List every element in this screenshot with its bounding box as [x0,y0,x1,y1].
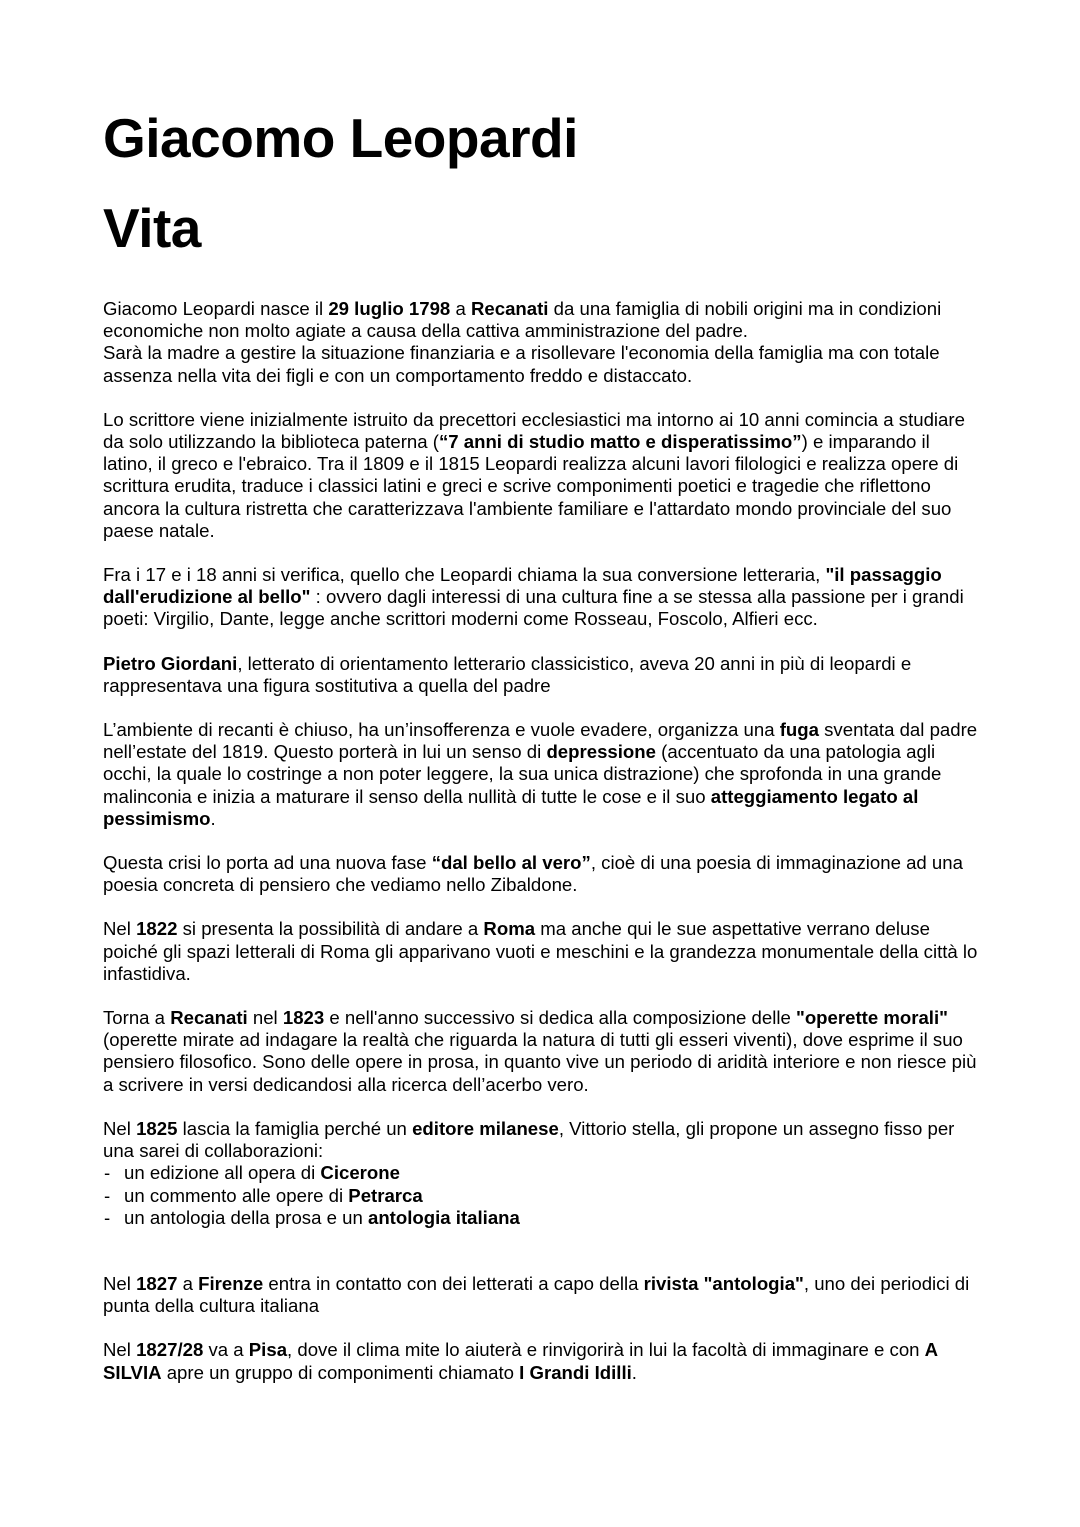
paragraph-conversion: Fra i 17 e i 18 anni si verifica, quello che Leopardi chiama la sua conversione letteraria, "il passaggio dall'erudizione al bello" : ovvero dagli interessi di una cultura fine a se stessa alla passione per i grandi poeti: Virgilio, Dante, legge anche scrittori moderni come Rosseau, Foscolo, Alfieri ecc. [103,564,964,630]
list-item: - un commento alle opere di Petrarca [104,1184,423,1206]
paragraph-giordani: Pietro Giordani, letterato di orientamento letterario classicistico, aveva 20 anni in più di leopardi e rappresentava una figura sostitutiva a quella del padre [103,652,912,696]
paragraph-education: Lo scrittore viene inizialmente istruito da precettori ecclesiastici ma intorno ai 10 anni comincia a studiare da solo utilizzando la biblioteca paterna (“7 anni di studio matto e disperatissimo”) e imparando il latino, il greco e l'ebraico. Tra il 1809 e il 1815 Leopardi realizza alcuni lavori filologici e realizza opere di scrittura erudita, traduce i classici latini e greci e scrive componimenti poetici e tragedie che riflettono ancora la cultura ristretta che caratterizzava l'ambiente familiare e l'attardato mondo provinciale del suo paese natale. [103,408,965,541]
collaborations-list [103,1162,983,1229]
document-body [103,298,983,1384]
bullet-dash: - [104,1206,111,1228]
paragraph-pisa: Nel 1827/28 va a Pisa, dove il clima mite lo aiuterà e rinvigorirà in lui la facoltà di immaginare e con A SILVIA apre un gruppo di componimenti chiamato I Grandi Idilli. [103,1339,938,1383]
paragraph-florence: Nel 1827 a Firenze entra in contatto con dei letterati a capo della rivista "antologia", uno dei periodici di punta della cultura italiana [103,1272,970,1317]
page-title: Giacomo Leopardi [103,107,578,169]
bullet-dash: - [104,1184,111,1206]
paragraph-rome: Nel 1822 si presenta la possibilità di andare a Roma ma anche qui le sue aspettative verrano deluse poiché gli spazi letterali di Roma gli apparivano vuoti e meschini e la grandezza monumentale della città lo infastidiva. [103,918,978,984]
list-item: - un edizione all opera di Cicerone [104,1162,400,1184]
list-item: - un antologia della prosa e un antologia italiana [104,1206,520,1228]
paragraph-birth: Giacomo Leopardi nasce il 29 luglio 1798 a Recanati da una famiglia di nobili origini ma in condizioni economiche non molto agiate a causa della cattiva amministrazione del padre. Sarà la madre a gestire la situazione finanziaria e a risollevare l'economia della famiglia ma con totale assenza nella vita dei figli e con un comportamento freddo e distaccato. [103,298,942,386]
document-content [103,104,983,1406]
paragraph-escape: L’ambiente di recanti è chiuso, ha un’insofferenza e vuole evadere, organizza una fuga sventata dal padre nell’estate del 1819. Questo porterà in lui un senso di depressione (accentuato da una patologia agli occhi, la quale lo costringe a non poter leggere, la sua unica distrazione) che sprofonda in una grande malinconia e inizia a maturare il senso della nullità di tutte le cose e il suo atteggiamento legato al pessimismo. [103,719,978,829]
section-heading: Vita [103,197,201,259]
spacer [103,1229,983,1273]
paragraph-milan: Nel 1825 lascia la famiglia perché un editore milanese, Vittorio stella, gli propone un assegno fisso per una sarei di collaborazioni: [103,1117,955,1162]
bullet-dash: - [104,1162,111,1184]
paragraph-operette: Torna a Recanati nel 1823 e nell'anno successivo si dedica alla composizione delle "operette morali" (operette mirate ad indagare la realtà che riguarda la natura di tutti gli esseri viventi), dove esprime il suo pensiero filosofico. Sono delle opere in prosa, in quanto vive un periodo di aridità interiore e non riesce più a scrivere in versi dedicandosi alla ricerca dell’acerbo vero. [103,1007,977,1095]
paragraph-crisis: Questa crisi lo porta ad una nuova fase “dal bello al vero”, cioè di una poesia di immaginazione ad una poesia concreta di pensiero che vediamo nello Zibaldone. [103,852,963,896]
